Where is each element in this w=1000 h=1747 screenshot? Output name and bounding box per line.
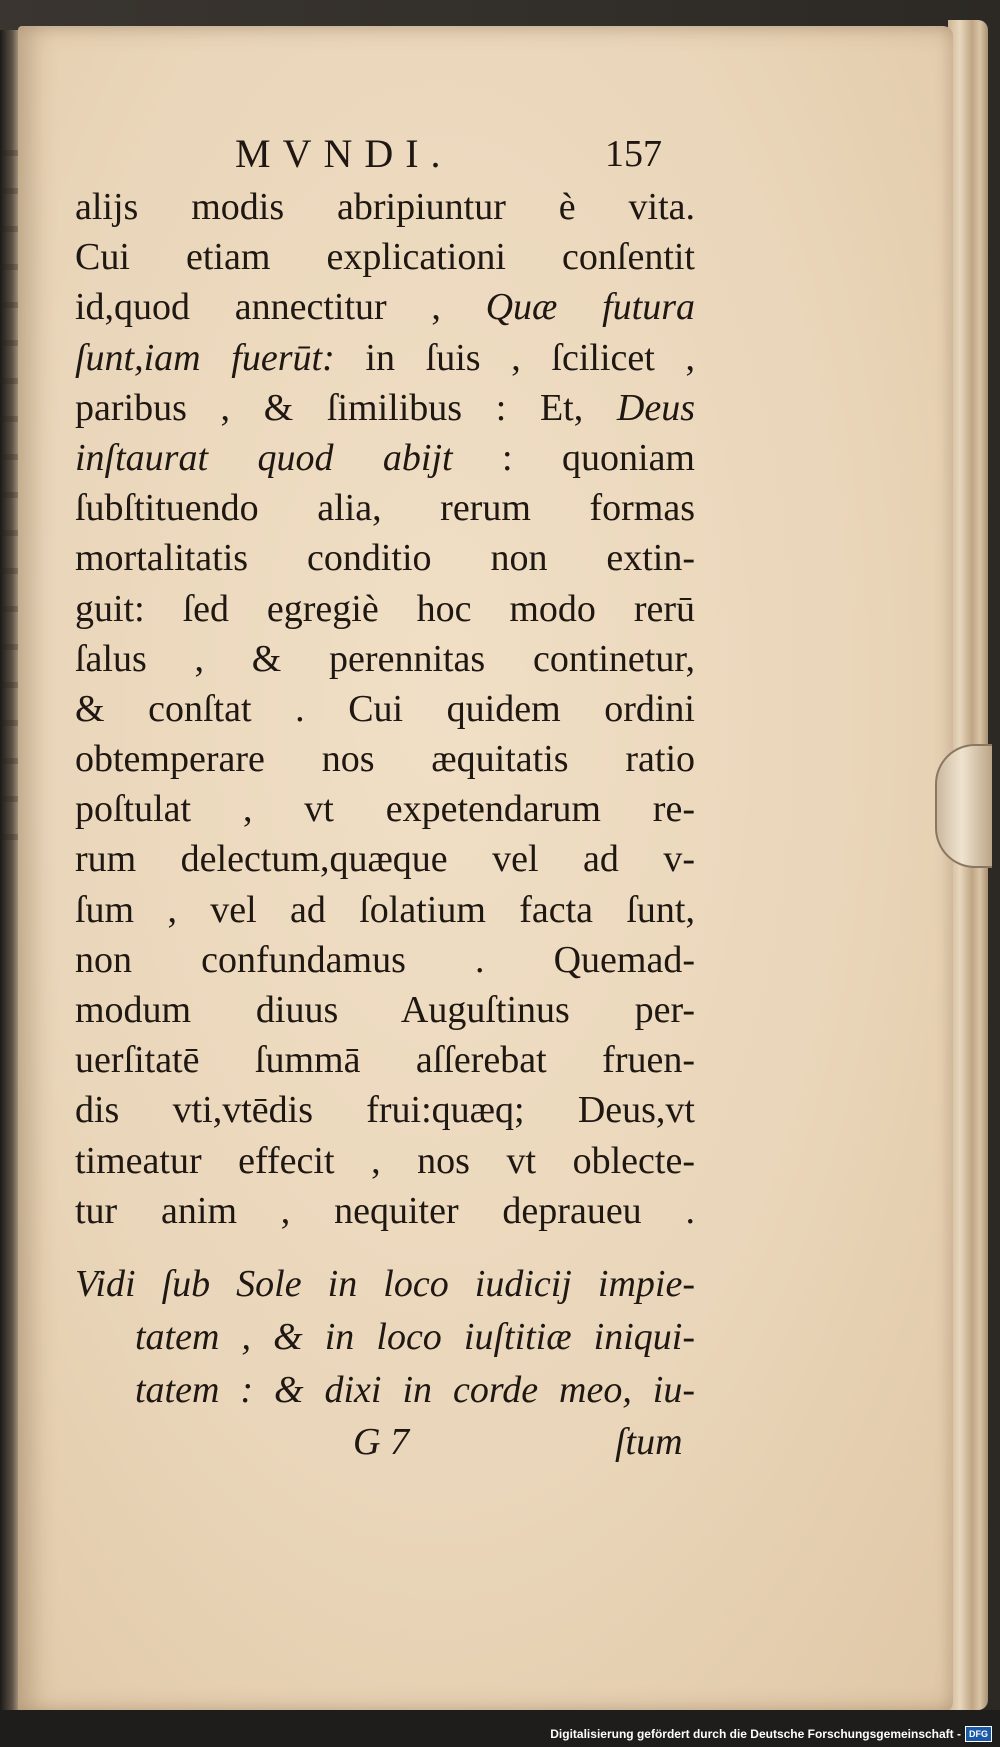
text-segment: non confundamus . Quemad- [75,938,695,981]
previous-page-edge [0,150,20,850]
text-segment: alijs modis abripiuntur è vita. [75,186,695,228]
text-segment: timeatur effecit , nos vt oblecte- [75,1139,695,1182]
scripture-line: Vidi ſub Sole in loco iudicij impie- [75,1262,695,1305]
text-line [75,834,695,884]
text-line [75,935,695,985]
scripture-quotation [75,1258,695,1417]
text-segment: : quoniam [452,436,695,479]
signature-mark: G 7 [353,1420,409,1463]
section-gap [75,1236,695,1258]
text-line [75,1035,695,1085]
text-segment: tur anim , nequiter depraueu . [75,1189,695,1232]
book-clasp [935,744,992,868]
text-line [75,182,695,232]
text-line [75,333,695,383]
page-header [75,126,695,182]
text-segment: rum delectum,quæque vel ad v- [75,838,695,881]
text-segment: ſalus , & perennitas continetur, [75,637,695,680]
text-segment: guit: ſed egregiè hoc modo rerū [75,587,695,630]
text-segment: Cui etiam explicationi conſentit [75,236,695,279]
text-segment: poſtulat , vt expetendarum re- [75,788,695,831]
text-line [75,1085,695,1135]
running-head: MVNDI. [235,131,453,176]
body-text [75,182,695,1236]
italic-quotation-segment: inſtaurat quod abijt [75,436,453,479]
text-line [75,684,695,734]
text-line [75,734,695,784]
scripture-line: tatem , & in loco iuſtitiæ iniqui- [135,1315,695,1358]
page-footer [75,1417,695,1467]
italic-quotation-segment: Quæ futura [485,286,695,329]
text-segment: ſum , vel ad ſolatium facta ſunt, [75,888,695,931]
text-line [75,784,695,834]
text-line [75,1136,695,1186]
text-segment: ſubſtituendo alia, rerum formas [75,487,695,530]
page-number: 157 [605,133,662,175]
text-segment: uerſitatē ſummā aſſerebat fruen- [75,1039,695,1082]
text-segment: dis vti,vtēdis frui:quæq; Deus,vt [75,1089,695,1132]
text-line [75,885,695,935]
scripture-line: tatem : & dixi in corde meo, iu- [135,1368,695,1411]
text-line [75,282,695,332]
text-line [75,1186,695,1236]
text-line [75,985,695,1035]
text-segment: paribus , & ſimilibus : Et, [75,386,617,429]
text-line [75,533,695,583]
text-line [75,433,695,483]
dfg-logo: DFG [965,1726,992,1742]
page-text-block [75,126,695,1467]
italic-quotation-segment: ſunt,iam fuerūt: [75,336,335,379]
text-segment: & conſtat . Cui quidem ordini [75,687,695,730]
credit-text: Digitalisierung gefördert durch die Deutsche Forschungsgemeinschaft - [550,1727,961,1741]
text-line [75,483,695,533]
text-segment: modum diuus Auguſtinus per- [75,989,695,1031]
text-segment: in ſuis , ſcilicet , [334,336,695,379]
text-line [75,584,695,634]
text-line [75,383,695,433]
catchword: ſtum [615,1420,683,1463]
text-segment: mortalitatis conditio non extin- [75,537,695,580]
italic-quotation-segment: Deus [616,386,695,429]
digitization-credit [550,1723,992,1745]
text-segment: id,quod annectitur , [75,286,486,329]
text-line [75,634,695,684]
text-segment: obtemperare nos æquitatis ratio [75,738,695,781]
text-line [75,232,695,282]
